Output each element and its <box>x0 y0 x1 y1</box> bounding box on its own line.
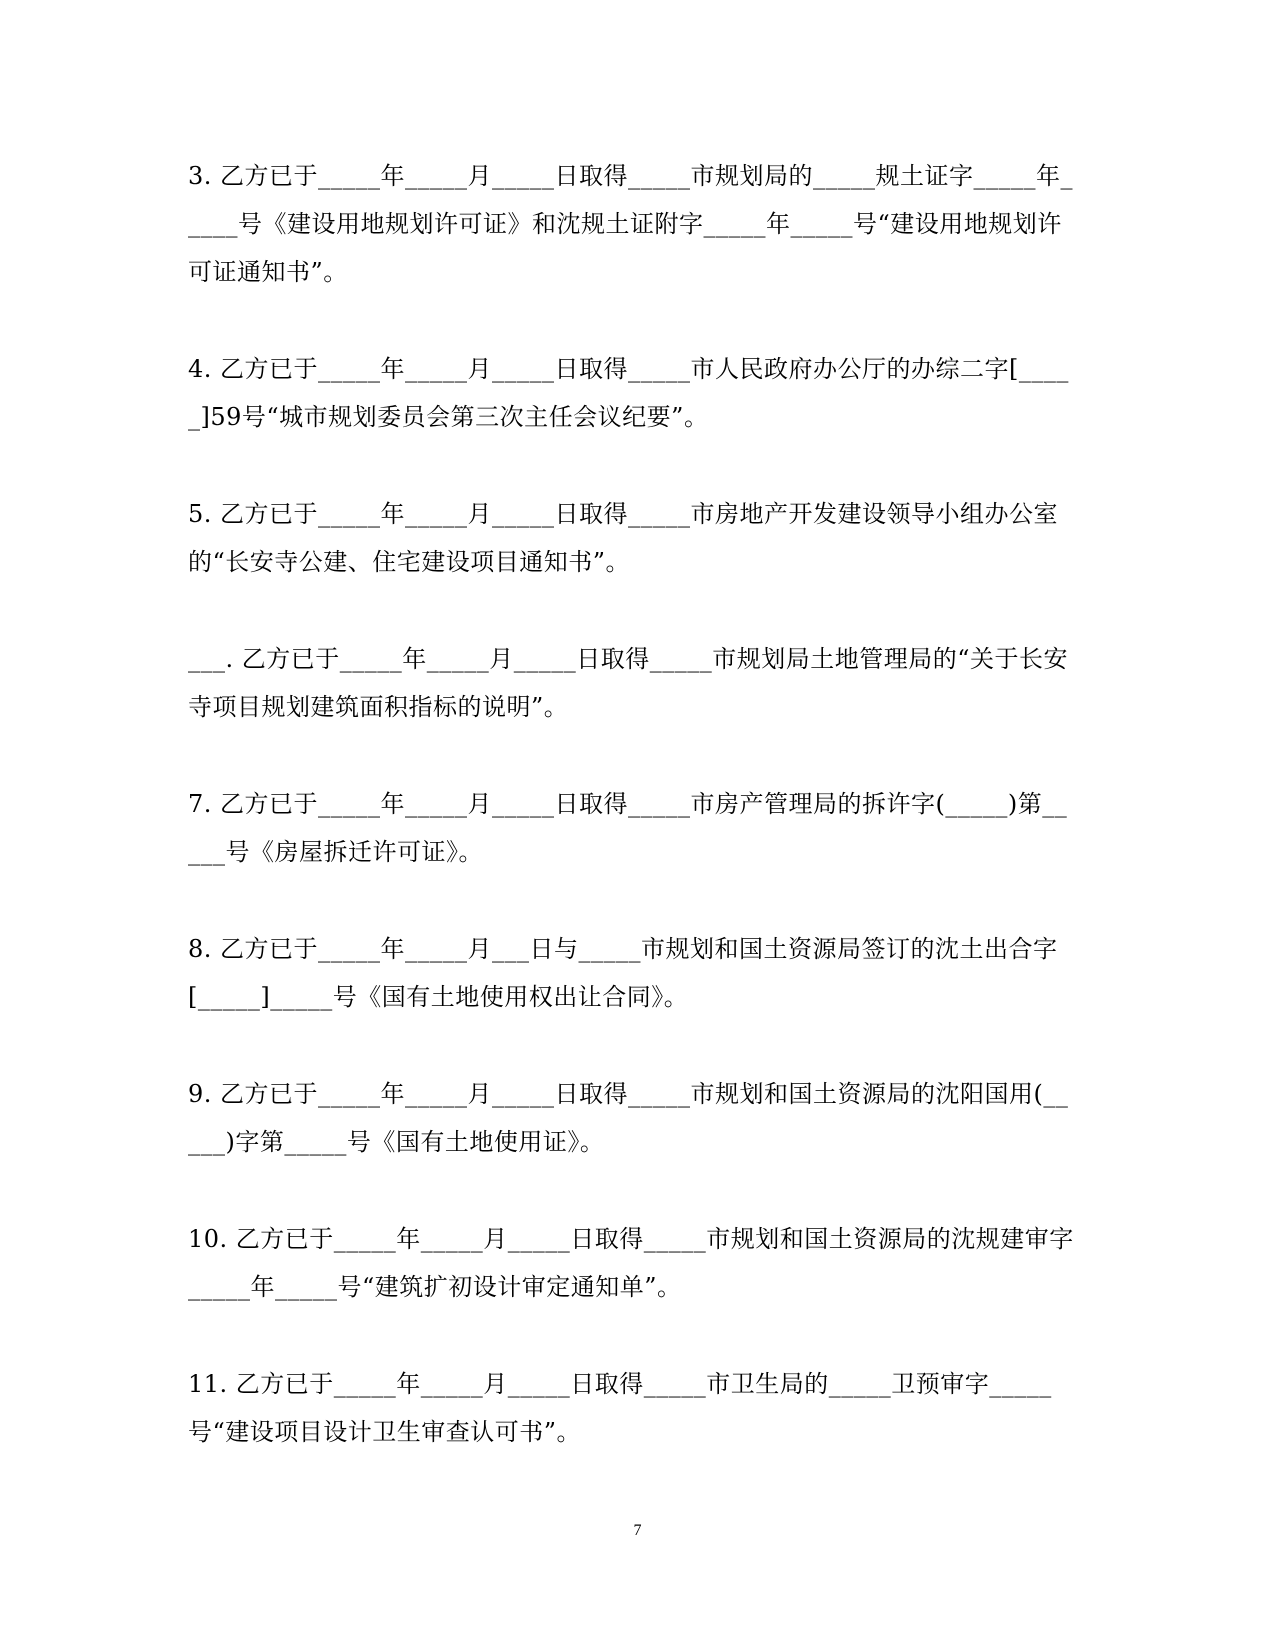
paragraph-item-4: 4. 乙方已于_____年_____月_____日取得_____市人民政府办公厅的办综二字[_____]59号“城市规划委员会第三次主任会议纪要”。 <box>188 355 1069 431</box>
paragraph-item-11: 11. 乙方已于_____年_____月_____日取得_____市卫生局的_____卫预审字_____号“建设项目设计卫生审查认可书”。 <box>188 1370 1052 1446</box>
paragraph-item-7: 7. 乙方已于_____年_____月_____日取得_____市房产管理局的拆许字(_____)第_____号《房屋拆迁许可证》。 <box>188 790 1068 866</box>
document-body <box>188 152 1078 1505</box>
page-number: 7 <box>633 1522 642 1539</box>
paragraph-item-6: ___. 乙方已于_____年_____月_____日取得_____市规划局土地管理局的“关于长安寺项目规划建筑面积指标的说明”。 <box>188 645 1069 721</box>
paragraph-item-3: 3. 乙方已于_____年_____月_____日取得_____市规划局的_____规土证字_____年_____号《建设用地规划许可证》和沈规土证附字_____年_____号“建设用地规划许可证通知书”。 <box>188 162 1074 286</box>
paragraph-item-9: 9. 乙方已于_____年_____月_____日取得_____市规划和国土资源局的沈阳国用(_____)字第_____号《国有土地使用证》。 <box>188 1080 1069 1156</box>
paragraph-item-10: 10. 乙方已于_____年_____月_____日取得_____市规划和国土资源局的沈规建审字_____年_____号“建筑扩初设计审定通知单”。 <box>188 1225 1074 1301</box>
paragraph-item-8: 8. 乙方已于_____年_____月___日与_____市规划和国土资源局签订的沈土出合字[_____]_____号《国有土地使用权出让合同》。 <box>188 935 1058 1011</box>
paragraph-item-5: 5. 乙方已于_____年_____月_____日取得_____市房地产开发建设领导小组办公室的“长安寺公建、住宅建设项目通知书”。 <box>188 500 1059 576</box>
